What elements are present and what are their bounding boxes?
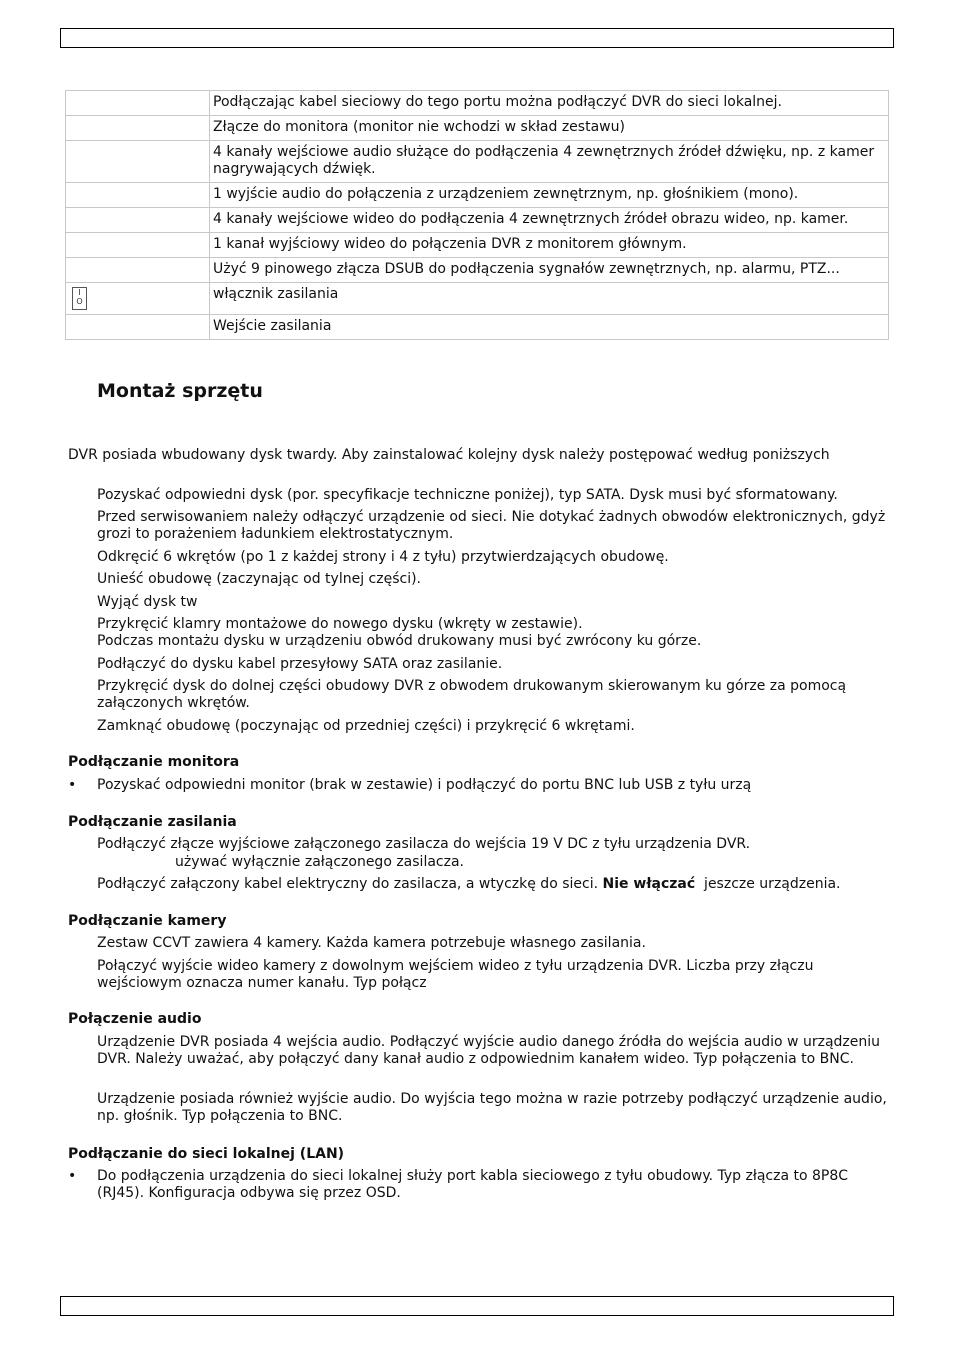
table-row (66, 183, 889, 208)
bullet-icon: • (68, 1168, 77, 1184)
port-icon-cell (66, 283, 210, 315)
audio-line: Urządzenie DVR posiada 4 wejścia audio. Podłączyć wyjście audio danego źródła do wejścia audio w urządzeniu DVR. Należy uważać, aby połączyć dany kanał audio z odpowiednim kanałem wideo. Typ połączenia to BNC. (97, 1034, 881, 1067)
table-row (66, 208, 889, 233)
lan-heading: Podłączanie do sieci lokalnej (LAN) (68, 1146, 345, 1162)
port-icon-cell (66, 233, 210, 258)
bullet-icon: • (68, 777, 77, 793)
camera-line: Zestaw CCVT zawiera 4 kamery. Każda kamera potrzebuje własnego zasilania. (97, 935, 646, 951)
port-description: włącznik zasilania (210, 283, 889, 315)
audio-heading: Połączenie audio (68, 1011, 202, 1027)
monitor-bullet: Pozyskać odpowiedni monitor (brak w zestawie) i podłączyć do portu BNC lub USB z tyłu urzą (97, 777, 752, 793)
install-step: Przykręcić dysk do dolnej części obudowy DVR z obwodem drukowanym skierowanym ku górze za pomocą załączonych wkrętów. (97, 678, 847, 711)
port-icon-cell (66, 258, 210, 283)
port-description: 1 wyjście audio do połączenia z urządzeniem zewnętrznym, np. głośnikiem (mono). (210, 183, 889, 208)
port-description: Użyć 9 pinowego złącza DSUB do podłączenia sygnałów zewnętrznych, np. alarmu, PTZ... (210, 258, 889, 283)
power-line: Podłączyć złącze wyjściowe załączonego zasilacza do wejścia 19 V DC z tyłu urządzenia DVR. (97, 836, 751, 852)
table-row (66, 116, 889, 141)
install-step: Podczas montażu dysku w urządzeniu obwód drukowany musi być zwrócony ku górze. (97, 633, 702, 649)
page-footer-box (60, 1296, 894, 1316)
monitor-heading: Podłączanie monitora (68, 754, 240, 770)
port-icon-cell (66, 116, 210, 141)
table-row (66, 233, 889, 258)
intro-paragraph: DVR posiada wbudowany dysk twardy. Aby zainstalować kolejny dysk należy postępować według poniższych (68, 447, 830, 463)
power-warning: Nie włączać (602, 876, 696, 892)
power-line-text: jeszcze urządzenia. (695, 876, 841, 892)
port-icon-cell (66, 91, 210, 116)
port-description: 1 kanał wyjściowy wideo do połączenia DVR z monitorem głównym. (210, 233, 889, 258)
install-step: Podłączyć do dysku kabel przesyłowy SATA oraz zasilanie. (97, 656, 503, 672)
power-line: używać wyłącznie załączonego zasilacza. (175, 854, 464, 870)
install-step: Odkręcić 6 wkrętów (po 1 z każdej strony i 4 z tyłu) przytwierdzających obudowę. (97, 549, 669, 565)
power-switch-icon: I O (72, 287, 87, 310)
ports-table (65, 90, 889, 340)
camera-heading: Podłączanie kamery (68, 913, 227, 929)
install-step: Pozyskać odpowiedni dysk (por. specyfikacje techniczne poniżej), typ SATA. Dysk musi być sformatowany. (97, 487, 838, 503)
port-icon-cell (66, 141, 210, 183)
table-row (66, 91, 889, 116)
port-icon-cell (66, 315, 210, 340)
install-step: Wyjąć dysk tw (97, 594, 198, 610)
table-row (66, 258, 889, 283)
page-header-box (60, 28, 894, 48)
camera-line: Połączyć wyjście wideo kamery z dowolnym wejściem wideo z tyłu urządzenia DVR. Liczba przy złączu wejściowym oznacza numer kanału. Typ połącz (97, 958, 814, 991)
port-description: Złącze do monitora (monitor nie wchodzi w skład zestawu) (210, 116, 889, 141)
table-row (66, 283, 889, 315)
power-line (97, 876, 887, 893)
port-icon-cell (66, 208, 210, 233)
port-description: Wejście zasilania (210, 315, 889, 340)
section-title: Montaż sprzętu (97, 380, 263, 402)
port-description: 4 kanały wejściowe wideo do podłączenia 4 zewnętrznych źródeł obrazu wideo, np. kamer. (210, 208, 889, 233)
table-row (66, 315, 889, 340)
port-description: 4 kanały wejściowe audio służące do podłączenia 4 zewnętrznych źródeł dźwięku, np. z kamer nagrywających dźwięk. (210, 141, 889, 183)
port-description: Podłączając kabel sieciowy do tego portu można podłączyć DVR do sieci lokalnej. (210, 91, 889, 116)
lan-bullet: Do podłączenia urządzenia do sieci lokalnej służy port kabla sieciowego z tyłu obudowy. Typ złącza to 8P8C (RJ45). Konfiguracja odbywa się przez OSD. (97, 1168, 849, 1201)
install-step: Zamknąć obudowę (poczynając od przedniej części) i przykręcić 6 wkrętami. (97, 718, 635, 734)
table-row (66, 141, 889, 183)
install-step: Przykręcić klamry montażowe do nowego dysku (wkręty w zestawie). (97, 616, 583, 632)
power-heading: Podłączanie zasilania (68, 814, 237, 830)
install-step: Unieść obudowę (zaczynając od tylnej części). (97, 571, 421, 587)
power-line-text: Podłączyć załączony kabel elektryczny do zasilacza, a wtyczkę do sieci. (97, 876, 603, 892)
install-step: Przed serwisowaniem należy odłączyć urządzenie od sieci. Nie dotykać żadnych obwodów elektronicznych, gdyż grozi to porażeniem ładunkiem elektrostatycznym. (97, 509, 886, 542)
port-icon-cell (66, 183, 210, 208)
audio-line: Urządzenie posiada również wyjście audio. Do wyjścia tego można w razie potrzeby podłączyć urządzenie audio, np. głośnik. Typ połączenia to BNC. (97, 1091, 887, 1124)
